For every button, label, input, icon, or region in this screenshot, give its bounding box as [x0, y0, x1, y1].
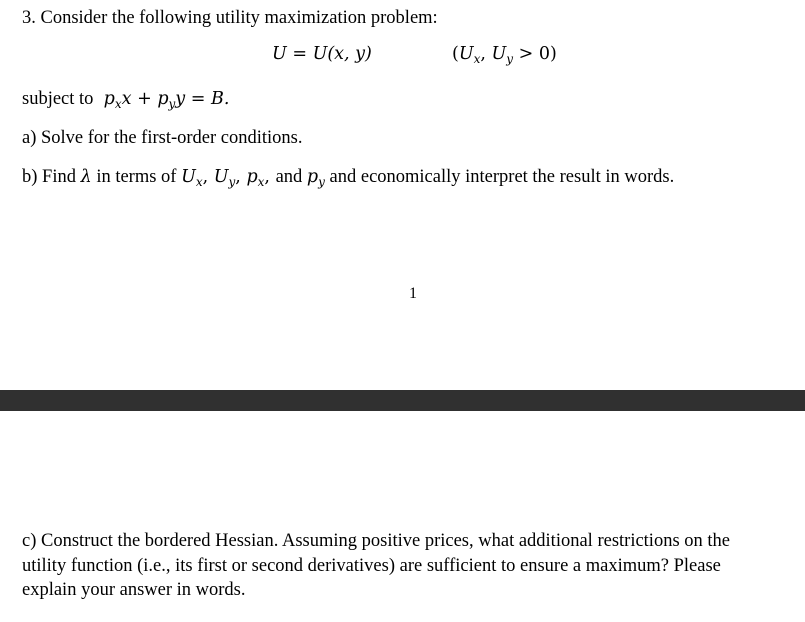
ux-symbol: U: [458, 44, 474, 64]
py-subscript: y: [318, 175, 325, 189]
equals-sign: =: [292, 44, 307, 64]
part-b-text: [22, 167, 674, 189]
plus-sign: +: [137, 89, 152, 109]
part-b-and: and: [275, 167, 303, 187]
budget-constraint: [22, 89, 229, 111]
uy-symbol: U: [213, 167, 229, 187]
py-symbol: p: [306, 167, 319, 187]
part-b-prefix: b) Find: [22, 167, 76, 187]
part-c-line-1: c) Construct the bordered Hessian. Assuming positive prices, what additional restrictions on the: [22, 531, 730, 551]
part-b-in-terms-of: in terms of: [96, 167, 177, 187]
part-c-text: [22, 529, 797, 603]
py-subscript: y: [168, 97, 176, 111]
lambda-symbol: λ: [80, 167, 92, 187]
ux-symbol: U: [181, 167, 196, 187]
py-term: [307, 167, 325, 187]
equals-sign: =: [190, 89, 206, 109]
uy-subscript: y: [228, 175, 236, 189]
comma: ,: [480, 44, 486, 64]
uy-symbol: U: [491, 44, 507, 64]
part-c-line-2: utility function (i.e., its first or second derivatives) are sufficient to ensure a maximum? Please: [22, 555, 721, 576]
px-subscript: x: [114, 97, 122, 111]
part-a-text: a) Solve for the first-order conditions.: [22, 128, 303, 148]
x-variable: x: [121, 89, 132, 109]
constraint-equation: [98, 89, 229, 109]
utility-lhs: U: [272, 44, 287, 64]
py-symbol: p: [157, 89, 169, 109]
ux-subscript: x: [195, 175, 203, 189]
px-symbol: p: [246, 167, 258, 187]
part-c-line-3: explain your answer in words.: [22, 580, 246, 600]
constraint-prefix: subject to: [22, 89, 94, 109]
budget-symbol: B.: [211, 89, 230, 109]
utility-equation: [272, 44, 372, 64]
page-number: 1: [409, 285, 417, 302]
uy-subscript: y: [506, 52, 514, 66]
question-heading: 3. Consider the following utility maximization problem:: [22, 8, 438, 28]
utility-rhs: U(x, y): [312, 44, 372, 64]
page-break-bar: [0, 390, 805, 411]
part-b-variables: $U_x$, $U_y$, $p_x$,: [181, 167, 276, 189]
part-b-suffix: and economically interpret the result in words.: [329, 167, 675, 187]
ux-subscript: x: [473, 52, 481, 66]
px-subscript: x: [257, 175, 265, 189]
positivity-condition: [452, 44, 557, 66]
px-symbol: p: [103, 89, 115, 109]
open-paren: (: [452, 44, 459, 64]
greater-than-zero: > 0): [513, 44, 557, 64]
y-variable: y: [175, 89, 186, 109]
